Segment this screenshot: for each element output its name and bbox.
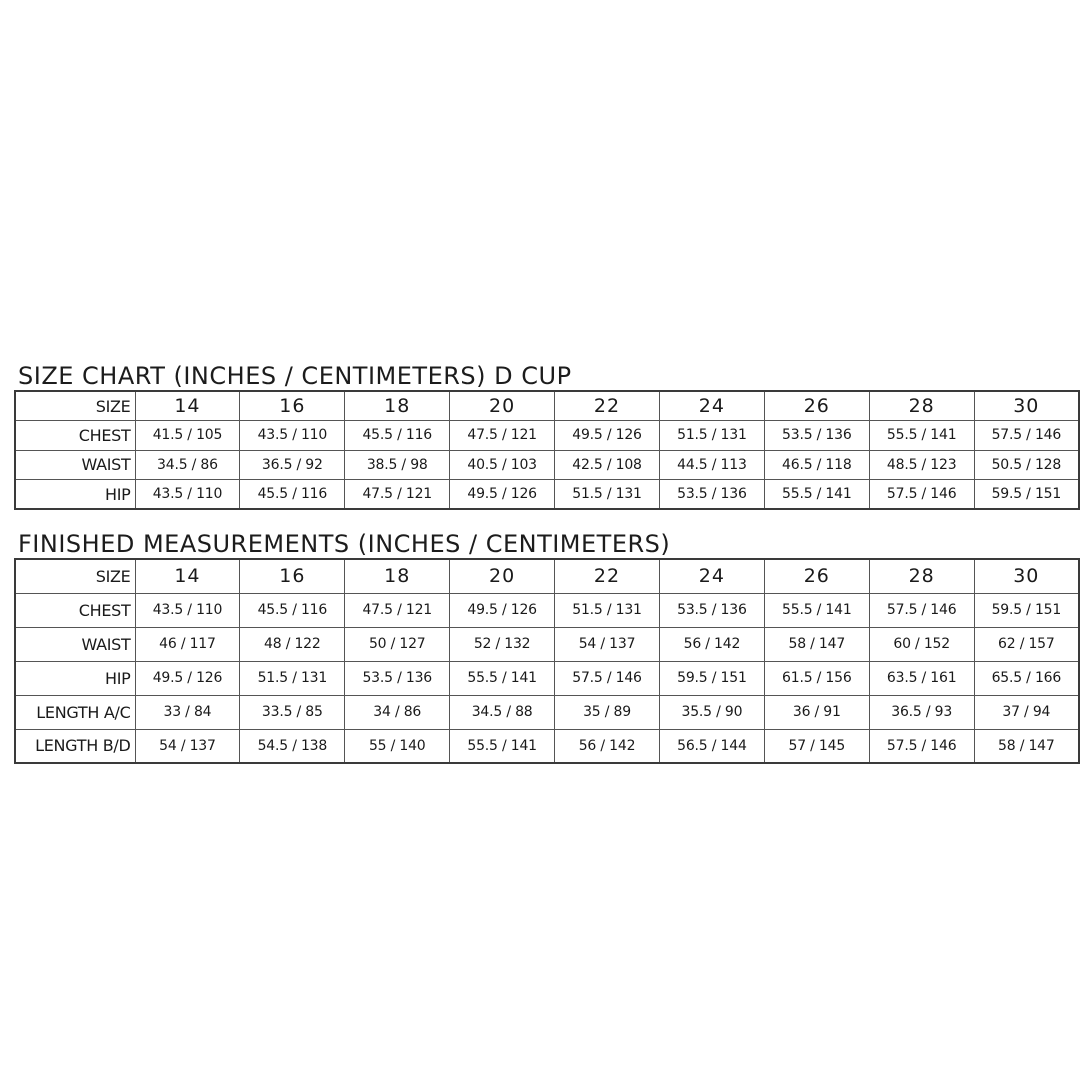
table-row-hip <box>15 661 1079 695</box>
measurement-cell: 35 / 89 <box>555 695 660 729</box>
measurement-cell: 51.5 / 131 <box>659 421 764 451</box>
size-column-header: 22 <box>555 559 660 593</box>
measurement-cell: 43.5 / 110 <box>135 593 240 627</box>
row-label-size: SIZE <box>15 391 135 421</box>
measurement-cell: 56.5 / 144 <box>659 729 764 763</box>
measurement-cell: 62 / 157 <box>974 627 1079 661</box>
size-column-header: 24 <box>659 559 764 593</box>
measurement-cell: 53.5 / 136 <box>345 661 450 695</box>
measurement-cell: 54 / 137 <box>135 729 240 763</box>
measurement-cell: 57.5 / 146 <box>555 661 660 695</box>
row-label-waist: WAIST <box>15 627 135 661</box>
row-label-chest: CHEST <box>15 593 135 627</box>
measurement-cell: 57.5 / 146 <box>869 729 974 763</box>
size-chart-table <box>14 390 1080 510</box>
measurement-cell: 57.5 / 146 <box>869 480 974 510</box>
finished-measurements-table <box>14 558 1080 764</box>
table-row-hip <box>15 480 1079 510</box>
measurement-cell: 36.5 / 92 <box>240 450 345 480</box>
measurement-cell: 35.5 / 90 <box>659 695 764 729</box>
measurement-cell: 56 / 142 <box>555 729 660 763</box>
measurement-cell: 59.5 / 151 <box>659 661 764 695</box>
measurement-cell: 43.5 / 110 <box>135 480 240 510</box>
size-column-header: 26 <box>764 559 869 593</box>
size-column-header: 18 <box>345 391 450 421</box>
size-header-row <box>15 391 1079 421</box>
measurement-cell: 53.5 / 136 <box>659 480 764 510</box>
size-chart-section <box>14 362 1078 510</box>
measurement-cell: 58 / 147 <box>764 627 869 661</box>
table-row-chest <box>15 593 1079 627</box>
measurement-cell: 49.5 / 126 <box>555 421 660 451</box>
table-row-chest <box>15 421 1079 451</box>
row-label-hip: HIP <box>15 480 135 510</box>
measurement-cell: 51.5 / 131 <box>555 593 660 627</box>
row-label-size: SIZE <box>15 559 135 593</box>
size-column-header: 20 <box>450 559 555 593</box>
size-column-header: 14 <box>135 391 240 421</box>
row-label-waist: WAIST <box>15 450 135 480</box>
measurement-cell: 37 / 94 <box>974 695 1079 729</box>
size-column-header: 30 <box>974 559 1079 593</box>
finished-measurements-title: FINISHED MEASUREMENTS (INCHES / CENTIMETERS) <box>18 530 671 558</box>
size-chart-title: SIZE CHART (INCHES / CENTIMETERS) D CUP <box>18 362 572 390</box>
row-label-hip: HIP <box>15 661 135 695</box>
measurement-cell: 38.5 / 98 <box>345 450 450 480</box>
size-column-header: 30 <box>974 391 1079 421</box>
measurement-cell: 33.5 / 85 <box>240 695 345 729</box>
row-label-length-ac: LENGTH A/C <box>15 695 135 729</box>
measurement-cell: 36 / 91 <box>764 695 869 729</box>
table-row-length-ac <box>15 695 1079 729</box>
row-label-length-bd: LENGTH B/D <box>15 729 135 763</box>
measurement-cell: 55 / 140 <box>345 729 450 763</box>
measurement-cell: 56 / 142 <box>659 627 764 661</box>
size-column-header: 16 <box>240 391 345 421</box>
measurement-cell: 33 / 84 <box>135 695 240 729</box>
measurement-cell: 55.5 / 141 <box>869 421 974 451</box>
table-row-waist <box>15 627 1079 661</box>
measurement-cell: 63.5 / 161 <box>869 661 974 695</box>
table-row-waist <box>15 450 1079 480</box>
measurement-cell: 58 / 147 <box>974 729 1079 763</box>
size-column-header: 18 <box>345 559 450 593</box>
measurement-cell: 46 / 117 <box>135 627 240 661</box>
measurement-cell: 57 / 145 <box>764 729 869 763</box>
row-label-chest: CHEST <box>15 421 135 451</box>
measurement-cell: 50.5 / 128 <box>974 450 1079 480</box>
measurement-cell: 45.5 / 116 <box>345 421 450 451</box>
size-column-header: 22 <box>555 391 660 421</box>
measurement-cell: 55.5 / 141 <box>450 729 555 763</box>
measurement-cell: 55.5 / 141 <box>450 661 555 695</box>
measurement-cell: 55.5 / 141 <box>764 593 869 627</box>
measurement-cell: 48.5 / 123 <box>869 450 974 480</box>
measurement-cell: 51.5 / 131 <box>555 480 660 510</box>
measurement-cell: 49.5 / 126 <box>450 593 555 627</box>
measurement-cell: 34.5 / 88 <box>450 695 555 729</box>
size-column-header: 24 <box>659 391 764 421</box>
measurement-cell: 54.5 / 138 <box>240 729 345 763</box>
measurement-cell: 45.5 / 116 <box>240 480 345 510</box>
measurement-cell: 59.5 / 151 <box>974 480 1079 510</box>
measurement-cell: 52 / 132 <box>450 627 555 661</box>
finished-measurements-section <box>14 530 1078 764</box>
measurement-cell: 47.5 / 121 <box>450 421 555 451</box>
size-column-header: 28 <box>869 391 974 421</box>
measurement-cell: 65.5 / 166 <box>974 661 1079 695</box>
table-row-length-bd <box>15 729 1079 763</box>
measurement-cell: 57.5 / 146 <box>974 421 1079 451</box>
measurement-cell: 49.5 / 126 <box>450 480 555 510</box>
measurement-cell: 54 / 137 <box>555 627 660 661</box>
measurement-cell: 44.5 / 113 <box>659 450 764 480</box>
size-column-header: 28 <box>869 559 974 593</box>
measurement-cell: 48 / 122 <box>240 627 345 661</box>
measurement-cell: 49.5 / 126 <box>135 661 240 695</box>
measurement-cell: 40.5 / 103 <box>450 450 555 480</box>
size-column-header: 14 <box>135 559 240 593</box>
measurement-cell: 55.5 / 141 <box>764 480 869 510</box>
measurement-cell: 61.5 / 156 <box>764 661 869 695</box>
measurement-cell: 36.5 / 93 <box>869 695 974 729</box>
measurement-cell: 53.5 / 136 <box>659 593 764 627</box>
measurement-cell: 47.5 / 121 <box>345 480 450 510</box>
measurement-cell: 45.5 / 116 <box>240 593 345 627</box>
measurement-cell: 53.5 / 136 <box>764 421 869 451</box>
measurement-cell: 34.5 / 86 <box>135 450 240 480</box>
size-header-row <box>15 559 1079 593</box>
measurement-cell: 47.5 / 121 <box>345 593 450 627</box>
measurement-cell: 41.5 / 105 <box>135 421 240 451</box>
measurement-cell: 42.5 / 108 <box>555 450 660 480</box>
measurement-cell: 57.5 / 146 <box>869 593 974 627</box>
measurement-cell: 46.5 / 118 <box>764 450 869 480</box>
size-column-header: 16 <box>240 559 345 593</box>
measurement-cell: 34 / 86 <box>345 695 450 729</box>
size-column-header: 20 <box>450 391 555 421</box>
measurement-cell: 51.5 / 131 <box>240 661 345 695</box>
measurement-cell: 50 / 127 <box>345 627 450 661</box>
size-column-header: 26 <box>764 391 869 421</box>
measurement-cell: 59.5 / 151 <box>974 593 1079 627</box>
measurement-cell: 43.5 / 110 <box>240 421 345 451</box>
measurement-cell: 60 / 152 <box>869 627 974 661</box>
